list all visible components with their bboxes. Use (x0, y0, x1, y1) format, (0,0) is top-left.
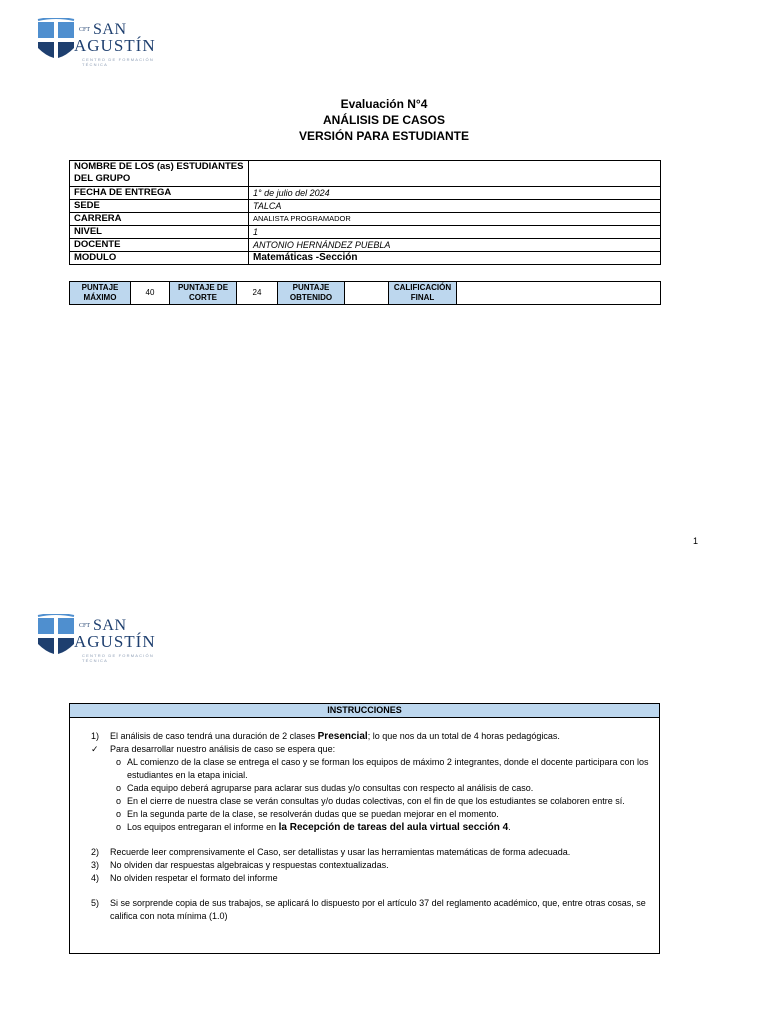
value-max-score: 40 (131, 282, 170, 305)
item-marker: 1) (91, 731, 100, 741)
student-info-table (69, 160, 661, 265)
item-text: Recuerde leer comprensivamente el Caso, ser detallistas y usar las herramientas matemáticas de forma adecuada. (110, 847, 571, 857)
list-item (70, 897, 659, 923)
value-cut-score: 24 (237, 282, 278, 305)
bullet-icon: o (116, 796, 122, 806)
bullet-icon: o (116, 757, 122, 767)
shield-icon (36, 18, 76, 64)
value-carrera: ANALISTA PROGRAMADOR (249, 213, 661, 226)
value-docente: ANTONIO HERNÁNDEZ PUEBLA (249, 239, 661, 252)
institution-logo (36, 18, 156, 66)
instructions-body (70, 718, 659, 923)
logo-agustin: AGUSTÍN (74, 36, 156, 55)
logo-cft: CFT (79, 623, 91, 629)
label-final-grade: CALIFICACIÓN FINAL (389, 282, 457, 305)
item-marker: 4) (91, 873, 100, 883)
list-item (70, 795, 659, 808)
checkmark-icon: ✓ (91, 744, 99, 754)
item-marker: 3) (91, 860, 100, 870)
label-cut-score: PUNTAJE DE CORTE (170, 282, 237, 305)
value-obtained-score (345, 282, 389, 305)
item-emphasis: la Recepción de tareas del aula virtual sección 4 (278, 822, 509, 833)
document-title (0, 96, 768, 144)
label-sede: SEDE (70, 200, 249, 213)
item-text: No olviden dar respuestas algebraicas y respuestas contextualizadas. (110, 860, 389, 870)
logo-san: SAN (93, 617, 127, 634)
item-text: En el cierre de nuestra clase se verán consultas y/o dudas colectivas, con el fin de que los estudiantes se colaboren entre sí. (127, 796, 625, 806)
list-item (70, 730, 659, 743)
item-text: AL comienzo de la clase se entrega el caso y se forman los equipos de máximo 2 integrantes, donde el docente participara con los estudiantes en la etapa inicial. (127, 757, 649, 780)
value-nombre (249, 161, 661, 187)
value-final-grade (457, 282, 661, 305)
title-analysis: ANÁLISIS DE CASOS (322, 113, 445, 127)
label-nivel: NIVEL (70, 226, 249, 239)
label-fecha: FECHA DE ENTREGA (70, 187, 249, 200)
list-item (70, 846, 659, 859)
list-item (70, 808, 659, 821)
item-marker: 2) (91, 847, 100, 857)
value-modulo: Matemáticas -Sección (249, 252, 661, 265)
value-sede: TALCA (249, 200, 661, 213)
list-item (70, 743, 659, 756)
item-text: Los equipos entregaran el informe en (127, 822, 279, 832)
title-version: VERSIÓN PARA ESTUDIANTE (298, 129, 469, 143)
item-text: No olviden respetar el formato del informe (110, 873, 278, 883)
item-text: Si se sorprende copia de sus trabajos, se aplicará lo dispuesto por el artículo 37 del reglamento académico, que, entre otras cosas, se califica con nota mínima (1.0) (110, 898, 646, 921)
page-number: 1 (693, 536, 699, 546)
value-nivel: 1 (249, 226, 661, 239)
list-item (70, 782, 659, 795)
item-marker: 5) (91, 898, 100, 908)
institution-logo-page2 (36, 614, 156, 662)
list-item (70, 872, 659, 885)
instructions-header: INSTRUCCIONES (70, 704, 659, 718)
item-text: . (508, 822, 511, 832)
list-item (70, 821, 659, 834)
label-modulo: MODULO (70, 252, 249, 265)
item-text: Cada equipo deberá agruparse para aclarar sus dudas y/o consultas con respecto al análisis de caso. (127, 783, 534, 793)
logo-tagline: CENTRO DE FORMACIÓN TÉCNICA (82, 57, 154, 67)
bullet-icon: o (116, 822, 122, 832)
item-text: ; lo que nos da un total de 4 horas pedagógicas. (367, 731, 560, 741)
item-text: Para desarrollar nuestro análisis de caso se espera que: (110, 744, 336, 754)
instructions-box (69, 703, 660, 954)
list-item (70, 756, 659, 782)
item-text: En la segunda parte de la clase, se resolverán dudas que se puedan mejorar en el momento. (127, 809, 499, 819)
value-fecha: 1° de julio del 2024 (249, 187, 661, 200)
item-text: El análisis de caso tendrá una duración de 2 clases (110, 731, 318, 741)
list-item (70, 859, 659, 872)
bullet-icon: o (116, 783, 122, 793)
item-emphasis: Presencial (317, 731, 368, 742)
logo-san: SAN (93, 21, 127, 38)
logo-tagline: CENTRO DE FORMACIÓN TÉCNICA (82, 653, 154, 663)
title-evaluation: Evaluación N°4 (340, 97, 428, 111)
logo-agustin: AGUSTÍN (74, 632, 156, 651)
label-obtained-score: PUNTAJE OBTENIDO (278, 282, 345, 305)
logo-cft: CFT (79, 27, 91, 33)
label-nombre: NOMBRE DE LOS (as) ESTUDIANTES DEL GRUPO (70, 161, 249, 187)
label-docente: DOCENTE (70, 239, 249, 252)
label-carrera: CARRERA (70, 213, 249, 226)
bullet-icon: o (116, 809, 122, 819)
shield-icon (36, 614, 76, 660)
label-max-score: PUNTAJE MÁXIMO (70, 282, 131, 305)
score-table (69, 281, 661, 305)
